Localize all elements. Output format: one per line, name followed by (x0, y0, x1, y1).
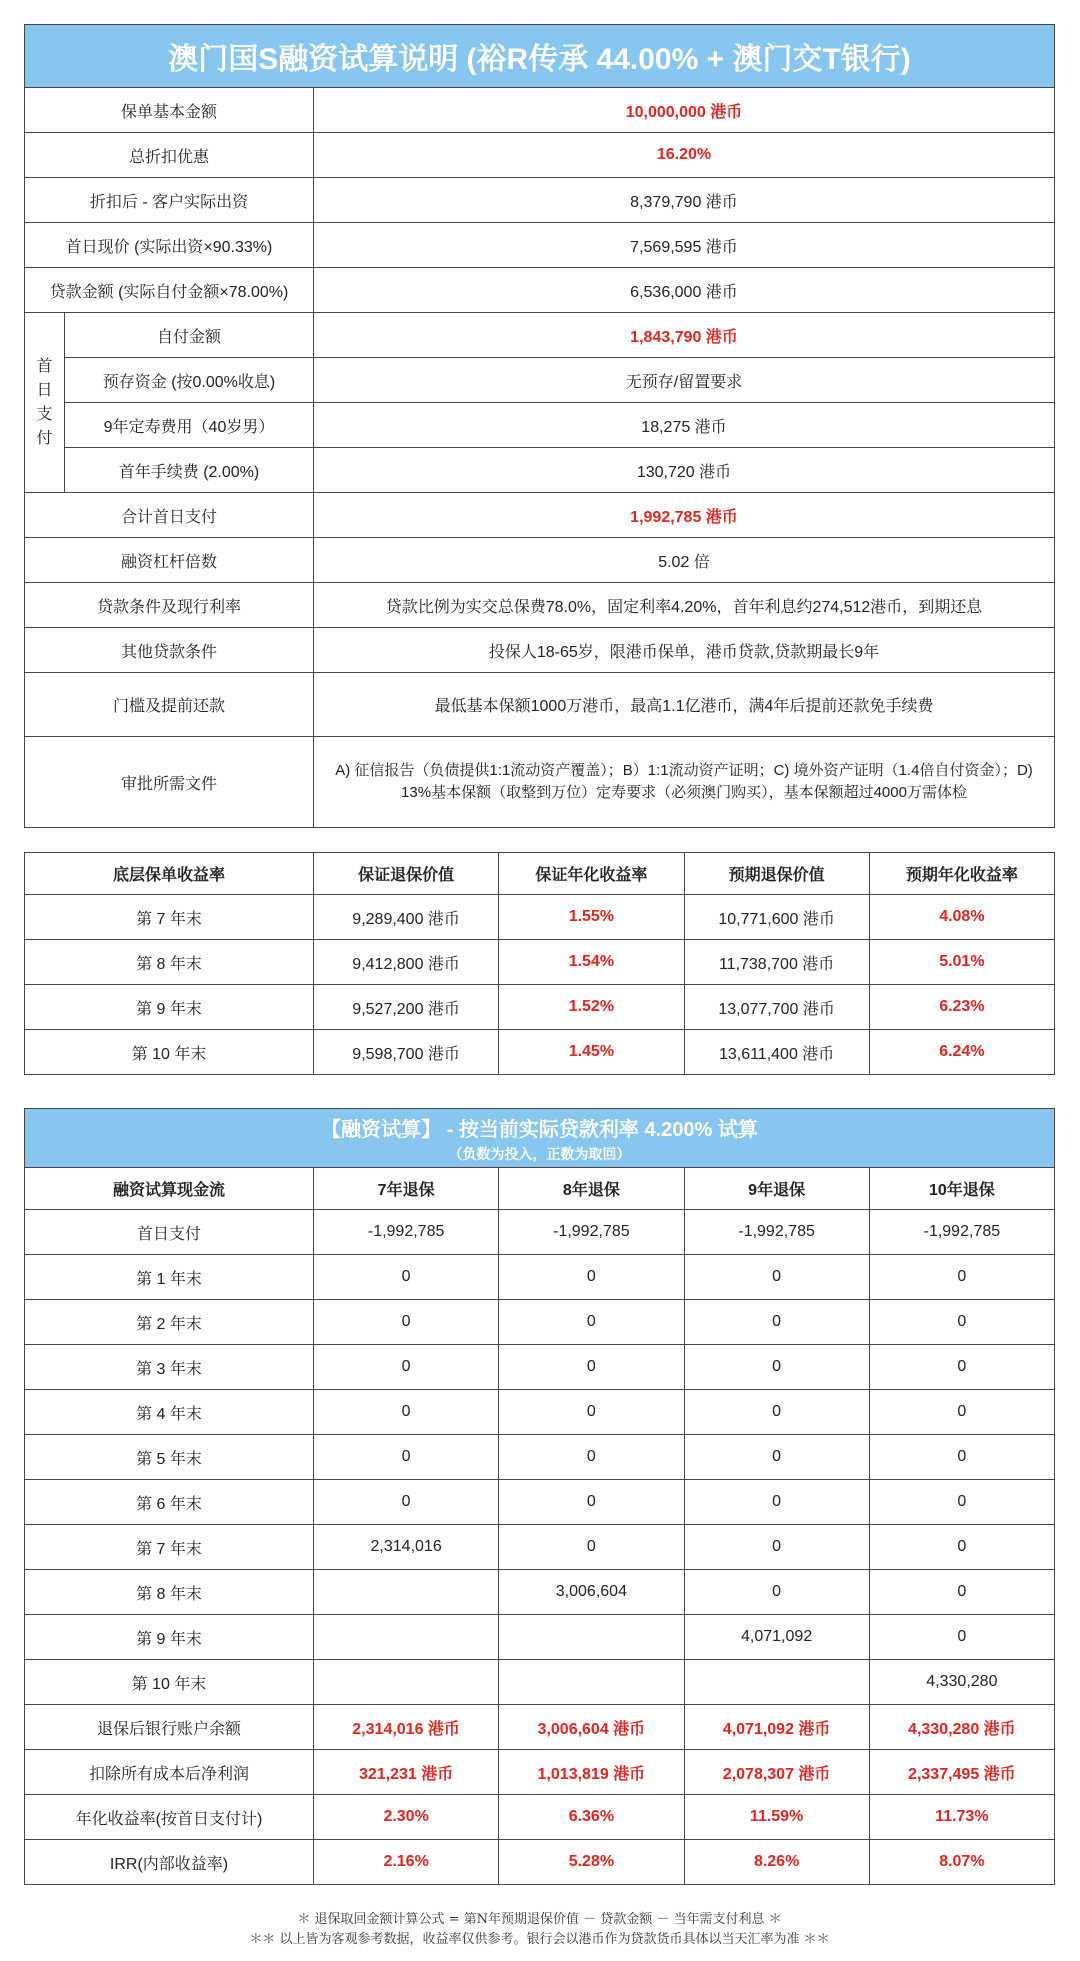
row-label: 融资杠杆倍数 (25, 538, 314, 583)
cell-value: 0 (499, 1480, 684, 1525)
guaranteed-rate: 1.52% (499, 985, 684, 1030)
yield-row (25, 1030, 1055, 1075)
year-label: 第 7 年末 (25, 895, 314, 940)
cash-flow-row (25, 1435, 1055, 1480)
cell-value: 3,006,604 (499, 1570, 684, 1615)
row-label: 总折扣优惠 (25, 133, 314, 178)
cell-value (499, 1660, 684, 1705)
cell-value: 0 (314, 1435, 499, 1480)
cash-flow-row (25, 1480, 1055, 1525)
cell-value: 2,314,016 (314, 1525, 499, 1570)
column-header: 9年退保 (684, 1168, 869, 1210)
expected-rate: 6.23% (869, 985, 1054, 1030)
result-row (25, 1750, 1055, 1795)
row-value: 16.20% (314, 133, 1055, 178)
row-label: 门槛及提前还款 (25, 673, 314, 737)
cash-flow-row (25, 1345, 1055, 1390)
yield-table (24, 852, 1055, 1075)
cell-value: 0 (869, 1345, 1054, 1390)
cell-value (314, 1570, 499, 1615)
column-header: 预期退保价值 (684, 853, 869, 895)
row-label: 其他贷款条件 (25, 628, 314, 673)
first-day-group-label: 首 日 支 付 (25, 313, 65, 493)
row-value: 8,379,790 港币 (314, 178, 1055, 223)
row-label: 第 5 年末 (25, 1435, 314, 1480)
docs-row (25, 737, 1055, 828)
summary-row (25, 268, 1055, 313)
cell-value: 0 (499, 1390, 684, 1435)
cell-value: 0 (684, 1390, 869, 1435)
cell-value: 0 (684, 1525, 869, 1570)
column-header: 底层保单收益率 (25, 853, 314, 895)
cell-value (314, 1660, 499, 1705)
row-label: 折扣后 - 客户实际出资 (25, 178, 314, 223)
result-row (25, 1705, 1055, 1750)
footnote-disclaimer: ＊＊ 以上皆为客观参考数据，收益率仅供参考。银行会以港币作为贷款货币具体以当天汇率为准 ＊＊ (249, 1932, 830, 1947)
row-value: A) 征信报告（负债提供1:1流动资产覆盖）；B）1:1流动资产证明；C) 境外资产证明（1.4倍自付资金）；D) 13%基本保额（取整到万位）定寿要求（必须澳门购买），基本保额超过4000万需体检 (314, 737, 1055, 828)
cell-value: 4,330,280 港币 (869, 1705, 1054, 1750)
result-row (25, 1840, 1055, 1885)
row-label: 第 7 年末 (25, 1525, 314, 1570)
cell-value: 2,337,495 港币 (869, 1750, 1054, 1795)
cell-value: 2,314,016 港币 (314, 1705, 499, 1750)
cell-value: 8.07% (869, 1840, 1054, 1885)
row-label: 第 2 年末 (25, 1300, 314, 1345)
cell-value: 11.59% (684, 1795, 869, 1840)
financing-title-cell (25, 1109, 1055, 1168)
cell-value: 0 (684, 1435, 869, 1480)
cell-value: 2,078,307 港币 (684, 1750, 869, 1795)
summary-row (25, 133, 1055, 178)
first-day-row (25, 403, 1055, 448)
cell-value: 8.26% (684, 1840, 869, 1885)
cell-value: 11.73% (869, 1795, 1054, 1840)
cell-value: 4,330,280 (869, 1660, 1054, 1705)
cell-value: -1,992,785 (499, 1210, 684, 1255)
cell-value: 0 (314, 1300, 499, 1345)
row-label: 年化收益率(按首日支付计) (25, 1795, 314, 1840)
cell-value: 0 (869, 1615, 1054, 1660)
cash-flow-rows (25, 1210, 1055, 1705)
cell-value (684, 1660, 869, 1705)
cash-flow-row (25, 1255, 1055, 1300)
cell-value (499, 1615, 684, 1660)
cash-flow-row (25, 1660, 1055, 1705)
row-label: 第 6 年末 (25, 1480, 314, 1525)
row-label: 保单基本金额 (25, 88, 314, 133)
column-header: 10年退保 (869, 1168, 1054, 1210)
row-value: 10,000,000 港币 (314, 88, 1055, 133)
cell-value: 0 (314, 1390, 499, 1435)
expected-value: 10,771,600 港币 (684, 895, 869, 940)
expected-rate: 5.01% (869, 940, 1054, 985)
row-label: 贷款条件及现行利率 (25, 583, 314, 628)
cell-value: 4,071,092 (684, 1615, 869, 1660)
cell-value: -1,992,785 (684, 1210, 869, 1255)
cell-value: 4,071,092 港币 (684, 1705, 869, 1750)
cash-flow-row (25, 1390, 1055, 1435)
yield-row (25, 940, 1055, 985)
row-value: 7,569,595 港币 (314, 223, 1055, 268)
row-label: 退保后银行账户余额 (25, 1705, 314, 1750)
cell-value: 0 (684, 1480, 869, 1525)
cell-value: 0 (869, 1255, 1054, 1300)
cell-value: 0 (499, 1525, 684, 1570)
cell-value: 0 (869, 1480, 1054, 1525)
row-value: 130,720 港币 (314, 448, 1055, 493)
row-value: 最低基本保额1000万港币，最高1.1亿港币，满4年后提前还款免手续费 (314, 673, 1055, 737)
row-value: 1,992,785 港币 (314, 493, 1055, 538)
row-value: 投保人18-65岁，限港币保单，港币贷款,贷款期最长9年 (314, 628, 1055, 673)
row-label: 扣除所有成本后净利润 (25, 1750, 314, 1795)
first-day-row (25, 448, 1055, 493)
expected-rate: 6.24% (869, 1030, 1054, 1075)
column-header: 保证年化收益率 (499, 853, 684, 895)
cash-flow-row (25, 1570, 1055, 1615)
cell-value: 0 (499, 1435, 684, 1480)
row-value: 5.02 倍 (314, 538, 1055, 583)
cell-value: 0 (869, 1300, 1054, 1345)
cell-value: 321,231 港币 (314, 1750, 499, 1795)
row-label: 第 3 年末 (25, 1345, 314, 1390)
row-label: 审批所需文件 (25, 737, 314, 828)
leverage-row (25, 538, 1055, 583)
year-label: 第 8 年末 (25, 940, 314, 985)
page-title: 澳门国S融资试算说明 (裕R传承 44.00% + 澳门交T银行) (25, 25, 1055, 88)
financing-title: 【融资试算】 - 按当前实际贷款利率 4.200% 试算 (321, 1118, 758, 1141)
row-value: 6,536,000 港币 (314, 268, 1055, 313)
cell-value: 0 (869, 1570, 1054, 1615)
row-label: 首日现价 (实际出资×90.33%) (25, 223, 314, 268)
row-label: 第 10 年末 (25, 1660, 314, 1705)
cell-value: 3,006,604 港币 (499, 1705, 684, 1750)
expected-value: 13,611,400 港币 (684, 1030, 869, 1075)
financing-title-row (25, 1109, 1055, 1168)
guaranteed-value: 9,412,800 港币 (314, 940, 499, 985)
row-label: 自付金额 (65, 313, 314, 358)
cell-value: 0 (684, 1570, 869, 1615)
title-row (25, 25, 1055, 88)
row-value: 无预存/留置要求 (314, 358, 1055, 403)
summary-row (25, 88, 1055, 133)
row-label: 合计首日支付 (25, 493, 314, 538)
column-header: 融资试算现金流 (25, 1168, 314, 1210)
cell-value: 0 (499, 1300, 684, 1345)
cell-value: 0 (314, 1345, 499, 1390)
cell-value: 5.28% (499, 1840, 684, 1885)
first-day-row (25, 313, 1055, 358)
yield-header-row (25, 853, 1055, 895)
row-label: 9年定寿费用（40岁男） (65, 403, 314, 448)
column-header: 保证退保价值 (314, 853, 499, 895)
cell-value: 1,013,819 港币 (499, 1750, 684, 1795)
row-value: 1,843,790 港币 (314, 313, 1055, 358)
row-value: 贷款比例为实交总保费78.0%，固定利率4.20%，首年利息约274,512港币，到期还息 (314, 583, 1055, 628)
guaranteed-rate: 1.54% (499, 940, 684, 985)
cell-value: 0 (314, 1255, 499, 1300)
financing-header-row (25, 1168, 1055, 1210)
guaranteed-rate: 1.55% (499, 895, 684, 940)
row-value: 18,275 港币 (314, 403, 1055, 448)
footnote-formula: ＊ 退保取回金额计算公式 = 第N年预期退保价值 － 贷款金额 － 当年需支付利息 ＊ (297, 1912, 782, 1927)
cash-flow-row (25, 1300, 1055, 1345)
yield-row (25, 985, 1055, 1030)
guaranteed-value: 9,598,700 港币 (314, 1030, 499, 1075)
row-label: 预存资金 (按0.00%收息) (65, 358, 314, 403)
row-label: 第 9 年末 (25, 1615, 314, 1660)
row-label: 首日支付 (25, 1210, 314, 1255)
cell-value: 6.36% (499, 1795, 684, 1840)
cell-value: 2.16% (314, 1840, 499, 1885)
cell-value: 0 (869, 1525, 1054, 1570)
cell-value: 2.30% (314, 1795, 499, 1840)
row-label: IRR(内部收益率) (25, 1840, 314, 1885)
row-label: 贷款金额 (实际自付金额×78.00%) (25, 268, 314, 313)
row-label: 首年手续费 (2.00%) (65, 448, 314, 493)
financing-table (24, 1108, 1055, 1885)
financing-subtitle: （负数为投入，正数为取回） (448, 1145, 631, 1162)
cash-flow-row (25, 1615, 1055, 1660)
column-header: 8年退保 (499, 1168, 684, 1210)
expected-value: 11,738,700 港币 (684, 940, 869, 985)
cell-value: -1,992,785 (869, 1210, 1054, 1255)
row-label: 第 4 年末 (25, 1390, 314, 1435)
guaranteed-rate: 1.45% (499, 1030, 684, 1075)
cell-value: 0 (314, 1480, 499, 1525)
summary-table (24, 24, 1055, 828)
other-terms-row (25, 628, 1055, 673)
cash-flow-row (25, 1210, 1055, 1255)
cash-flow-row (25, 1525, 1055, 1570)
result-row (25, 1795, 1055, 1840)
cell-value: 0 (684, 1300, 869, 1345)
first-day-row (25, 358, 1055, 403)
expected-value: 13,077,700 港币 (684, 985, 869, 1030)
expected-rate: 4.08% (869, 895, 1054, 940)
loan-terms-row (25, 583, 1055, 628)
cell-value: 0 (869, 1435, 1054, 1480)
cell-value: 0 (869, 1390, 1054, 1435)
year-label: 第 10 年末 (25, 1030, 314, 1075)
column-header: 预期年化收益率 (869, 853, 1054, 895)
cell-value: -1,992,785 (314, 1210, 499, 1255)
column-header: 7年退保 (314, 1168, 499, 1210)
yield-row (25, 895, 1055, 940)
cell-value (314, 1615, 499, 1660)
cell-value: 0 (684, 1345, 869, 1390)
summary-row (25, 223, 1055, 268)
guaranteed-value: 9,527,200 港币 (314, 985, 499, 1030)
row-label: 第 1 年末 (25, 1255, 314, 1300)
guaranteed-value: 9,289,400 港币 (314, 895, 499, 940)
result-rows (25, 1705, 1055, 1885)
year-label: 第 9 年末 (25, 985, 314, 1030)
threshold-row (25, 673, 1055, 737)
row-label: 第 8 年末 (25, 1570, 314, 1615)
total-row (25, 493, 1055, 538)
cell-value: 0 (499, 1345, 684, 1390)
summary-row (25, 178, 1055, 223)
cell-value: 0 (499, 1255, 684, 1300)
cell-value: 0 (684, 1255, 869, 1300)
